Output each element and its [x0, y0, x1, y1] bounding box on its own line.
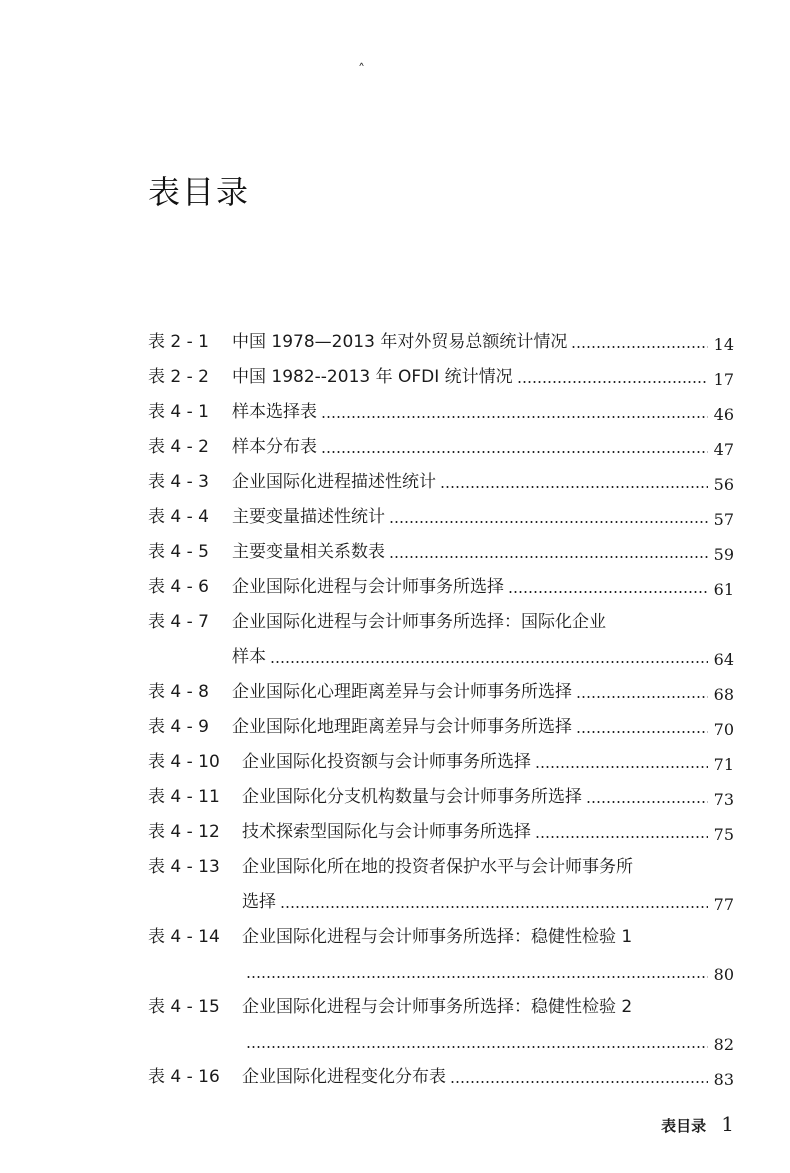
toc-entry[interactable] — [148, 855, 734, 915]
entry-title: 技术探索型国际化与会计师事务所选择 — [242, 822, 531, 842]
entry-title: 中国 1978—2013 年对外贸易总额统计情况 — [232, 332, 568, 352]
page-number: 1 — [721, 1112, 734, 1136]
entry-title: 中国 1982--2013 年 OFDI 统计情况 — [232, 367, 513, 387]
entry-title: 样本分布表 — [232, 437, 317, 457]
entry-number: 表 4 - 13 — [148, 857, 220, 877]
leader-dots — [517, 381, 708, 383]
entry-number: 表 2 - 2 — [148, 367, 209, 387]
entry-page: 46 — [713, 405, 734, 424]
leader-dots — [321, 451, 708, 453]
entry-page: 57 — [713, 510, 734, 529]
entry-page: 82 — [713, 1035, 734, 1054]
entry-title: 企业国际化投资额与会计师事务所选择 — [242, 752, 531, 772]
entry-title: 企业国际化地理距离差异与会计师事务所选择 — [232, 717, 572, 737]
leader-dots — [576, 731, 708, 733]
entry-page: 70 — [713, 720, 734, 739]
entry-page: 77 — [713, 895, 734, 914]
entry-page: 17 — [713, 370, 734, 389]
entry-page: 80 — [713, 965, 734, 984]
entry-title: 企业国际化进程与会计师事务所选择：稳健性检验 1 — [242, 927, 633, 947]
leader-dots — [440, 486, 708, 488]
leader-dots — [246, 976, 708, 978]
entry-title: 企业国际化进程与会计师事务所选择：稳健性检验 2 — [242, 997, 633, 1017]
entry-line — [242, 960, 734, 984]
entry-title: 企业国际化分支机构数量与会计师事务所选择 — [242, 787, 582, 807]
entry-line — [232, 645, 734, 669]
entry-number: 表 2 - 1 — [148, 332, 209, 352]
entry-line — [232, 540, 734, 564]
entry-title: 企业国际化所在地的投资者保护水平与会计师事务所 — [242, 857, 633, 877]
entry-number: 表 4 - 10 — [148, 752, 220, 772]
entry-number: 表 4 - 16 — [148, 1067, 220, 1087]
entry-number: 表 4 - 4 — [148, 507, 209, 527]
entry-number: 表 4 - 7 — [148, 612, 209, 632]
entry-number: 表 4 - 2 — [148, 437, 209, 457]
entry-line — [232, 365, 734, 389]
entry-page: 73 — [713, 790, 734, 809]
entry-page: 47 — [713, 440, 734, 459]
entry-line — [242, 890, 734, 914]
entry-number: 表 4 - 11 — [148, 787, 220, 807]
entry-number: 表 4 - 9 — [148, 717, 209, 737]
entry-number: 表 4 - 1 — [148, 402, 209, 422]
leader-dots — [246, 1046, 708, 1048]
leader-dots — [389, 521, 708, 523]
entry-page: 59 — [713, 545, 734, 564]
entry-title: 主要变量描述性统计 — [232, 507, 385, 527]
leader-dots — [586, 801, 708, 803]
entry-title: 主要变量相关系数表 — [232, 542, 385, 562]
entry-title: 企业国际化进程与会计师事务所选择 — [232, 577, 504, 597]
entry-number: 表 4 - 5 — [148, 542, 209, 562]
entry-line — [242, 1065, 734, 1089]
entry-line — [232, 400, 734, 424]
entry-number: 表 4 - 6 — [148, 577, 209, 597]
entry-line — [242, 820, 734, 844]
entry-title: 企业国际化进程描述性统计 — [232, 472, 436, 492]
entry-title: 企业国际化心理距离差异与会计师事务所选择 — [232, 682, 572, 702]
entry-line — [232, 715, 734, 739]
leader-dots — [576, 696, 708, 698]
leader-dots — [389, 556, 708, 558]
entry-line — [232, 435, 734, 459]
entry-page: 56 — [713, 475, 734, 494]
entry-number: 表 4 - 12 — [148, 822, 220, 842]
entry-title: 样本选择表 — [232, 402, 317, 422]
entry-title: 企业国际化进程与会计师事务所选择：国际化企业 — [232, 612, 606, 632]
entry-title: 企业国际化进程变化分布表 — [242, 1067, 446, 1087]
entry-page: 64 — [713, 650, 734, 669]
entry-page: 75 — [713, 825, 734, 844]
toc-entry[interactable] — [148, 995, 734, 1055]
scan-speck: ˄ — [358, 62, 365, 78]
leader-dots — [321, 416, 708, 418]
leader-dots — [508, 591, 708, 593]
leader-dots — [571, 346, 707, 348]
entry-title-continued: 样本 — [232, 647, 266, 667]
leader-dots — [450, 1081, 708, 1083]
entry-line — [232, 505, 734, 529]
leader-dots — [535, 836, 708, 838]
entry-title-continued: 选择 — [242, 892, 276, 912]
entry-number: 表 4 - 8 — [148, 682, 209, 702]
leader-dots — [535, 766, 708, 768]
leader-dots — [270, 661, 708, 663]
toc-entry[interactable] — [148, 925, 734, 985]
entry-number: 表 4 - 15 — [148, 997, 220, 1017]
entry-line — [242, 750, 734, 774]
entry-line — [232, 575, 734, 599]
entry-number: 表 4 - 3 — [148, 472, 209, 492]
leader-dots — [280, 906, 708, 908]
entry-line — [242, 785, 734, 809]
entry-page: 61 — [713, 580, 734, 599]
entry-line — [242, 1030, 734, 1054]
entry-line — [232, 330, 734, 354]
running-footer-label: 表目录 — [661, 1117, 707, 1135]
entry-page: 68 — [713, 685, 734, 704]
page-footer — [661, 1112, 734, 1136]
entry-page: 14 — [713, 335, 734, 354]
entry-number: 表 4 - 14 — [148, 927, 220, 947]
entry-page: 71 — [713, 755, 734, 774]
entry-line — [232, 470, 734, 494]
toc-entry[interactable] — [148, 610, 734, 670]
page-title: 表目录 — [148, 173, 251, 212]
entry-line — [232, 680, 734, 704]
entry-page: 83 — [713, 1070, 734, 1089]
